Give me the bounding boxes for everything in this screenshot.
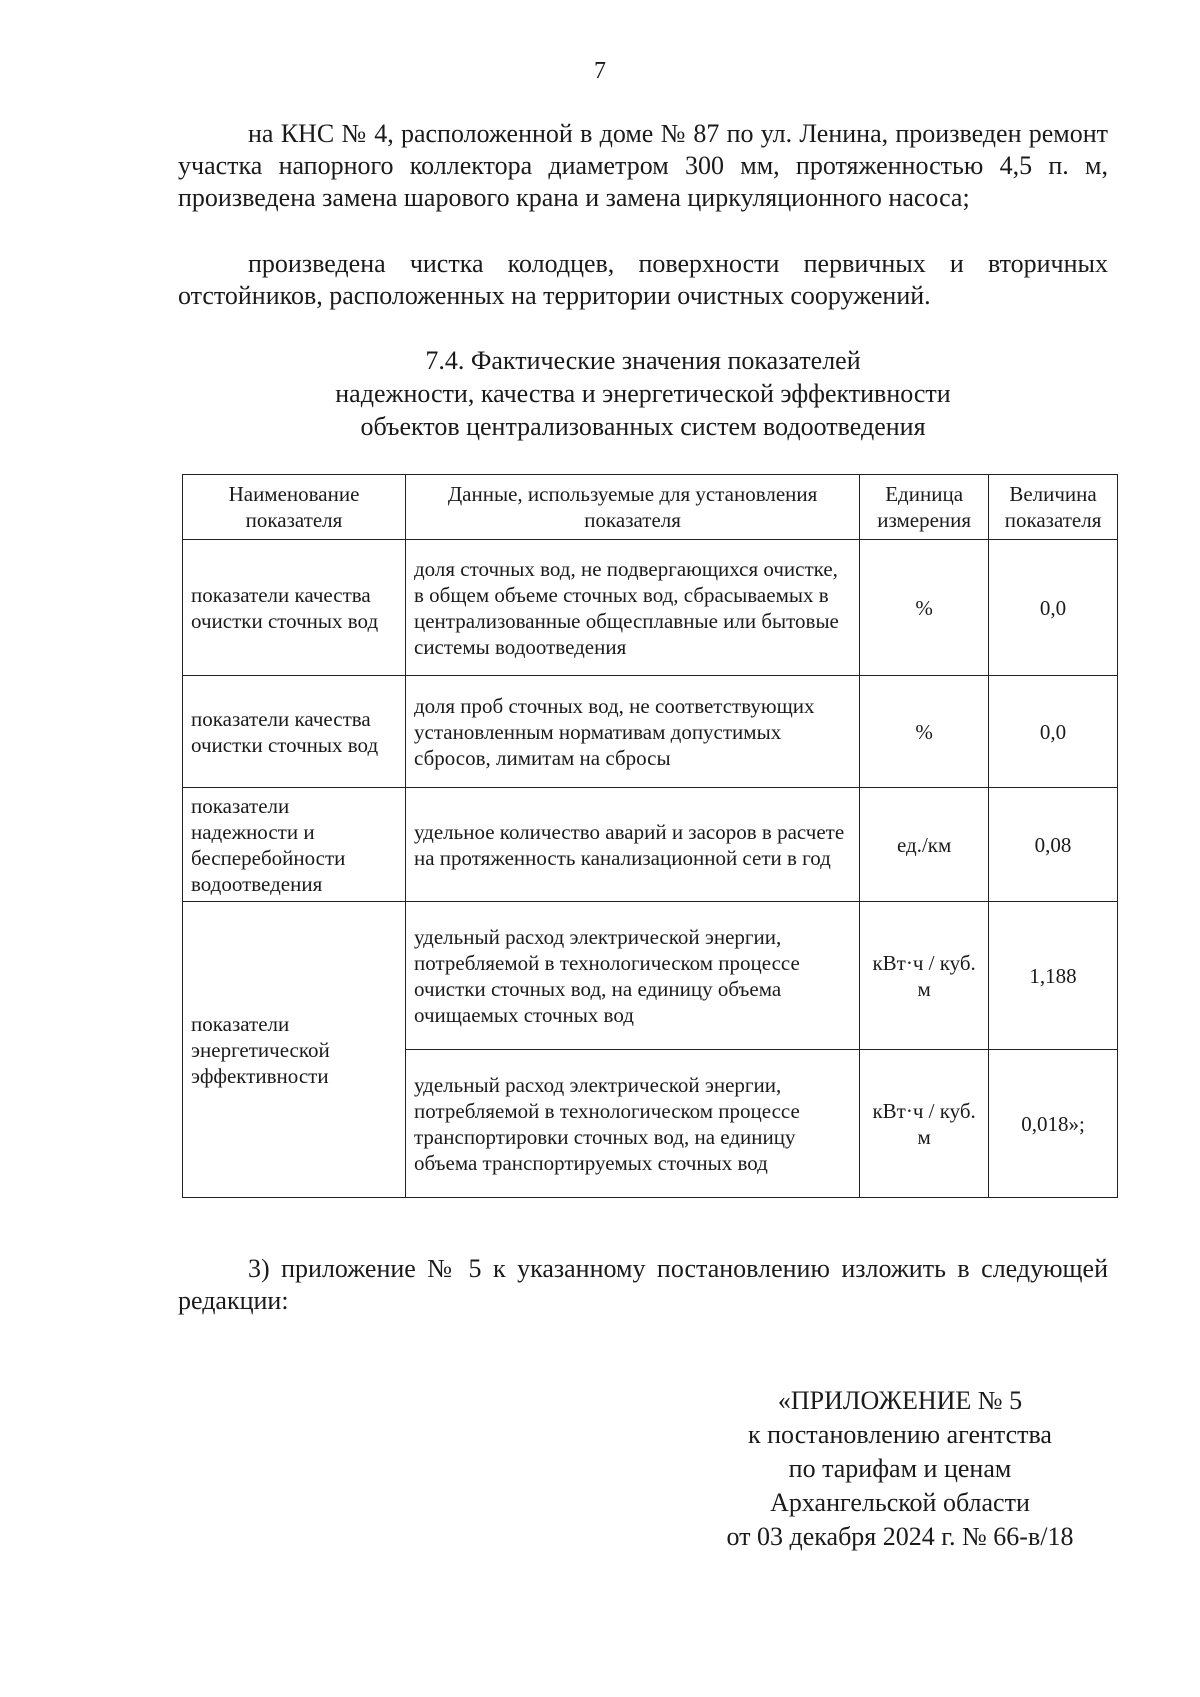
appendix-line-1: «ПРИЛОЖЕНИЕ № 5	[777, 1386, 1023, 1415]
appendix-line-3: по тарифам и ценам	[788, 1454, 1012, 1483]
page-number: 7	[594, 58, 606, 84]
row-value: 0,0	[989, 676, 1118, 788]
row-name: показатели качества очистки сточных вод	[183, 676, 406, 788]
table-header-row	[183, 475, 1118, 540]
row-data: удельный расход электрической энергии, потребляемой в технологическом процессе очистки сточных вод, на единицу объема очищаемых сточных вод	[406, 902, 860, 1050]
appendix-line-5: от 03 декабря 2024 г. № 66-в/18	[726, 1522, 1074, 1551]
row-data: доля сточных вод, не подвергающихся очистке, в общем объеме сточных вод, сбрасываемых в централизованные общесплавные или бытовые системы водоотведения	[406, 540, 860, 676]
appendix-heading	[690, 1384, 1110, 1554]
row-unit: %	[860, 540, 989, 676]
paragraph-cleaning: произведена чистка колодцев, поверхности первичных и вторичных отстойников, расположенных на территории очистных сооружений.	[178, 249, 1108, 310]
table-row	[183, 902, 1118, 1050]
table-row	[183, 676, 1118, 788]
row-name: показатели надежности и бесперебойности водоотведения	[183, 788, 406, 902]
section-title-line-1: 7.4. Фактические значения показателей	[425, 346, 861, 375]
paragraph-kns-repair: на КНС № 4, расположенной в доме № 87 по ул. Ленина, произведен ремонт участка напорного коллектора диаметром 300 мм, протяженностью 4,5 п. м, произведена замена шарового крана и замена циркуляционного насоса;	[178, 119, 1108, 212]
indicators-table	[182, 474, 1118, 1198]
paragraph-appendix-note: 3) приложение № 5 к указанному постановлению изложить в следующей редакции:	[178, 1254, 1108, 1315]
row-unit: %	[860, 676, 989, 788]
row-name: показатели энергетической эффективности	[183, 902, 406, 1198]
table-row	[183, 788, 1118, 902]
row-unit: кВт·ч / куб. м	[860, 902, 989, 1050]
row-data: удельный расход электрической энергии, потребляемой в технологическом процессе транспортировки сточных вод, на единицу объема транспортируемых сточных вод	[406, 1050, 860, 1198]
section-title-line-3: объектов централизованных систем водоотведения	[360, 412, 926, 441]
row-value: 1,188	[989, 902, 1118, 1050]
row-data: доля проб сточных вод, не соответствующих установленным нормативам допустимых сбросов, лимитам на сбросы	[406, 676, 860, 788]
row-data: удельное количество аварий и засоров в расчете на протяженность канализационной сети в год	[406, 788, 860, 902]
row-unit: кВт·ч / куб. м	[860, 1050, 989, 1198]
appendix-line-4: Архангельской области	[770, 1488, 1030, 1517]
header-unit: Единица измерения	[860, 475, 989, 540]
row-value: 0,08	[989, 788, 1118, 902]
header-name: Наименование показателя	[183, 475, 406, 540]
section-title	[178, 344, 1108, 443]
header-value: Величина показателя	[989, 475, 1118, 540]
row-value: 0,0	[989, 540, 1118, 676]
header-data: Данные, используемые для установления показателя	[406, 475, 860, 540]
row-value: 0,018»;	[989, 1050, 1118, 1198]
row-name: показатели качества очистки сточных вод	[183, 540, 406, 676]
row-unit: ед./км	[860, 788, 989, 902]
section-title-line-2: надежности, качества и энергетической эффективности	[335, 379, 951, 408]
appendix-line-2: к постановлению агентства	[748, 1420, 1052, 1449]
table-row	[183, 540, 1118, 676]
